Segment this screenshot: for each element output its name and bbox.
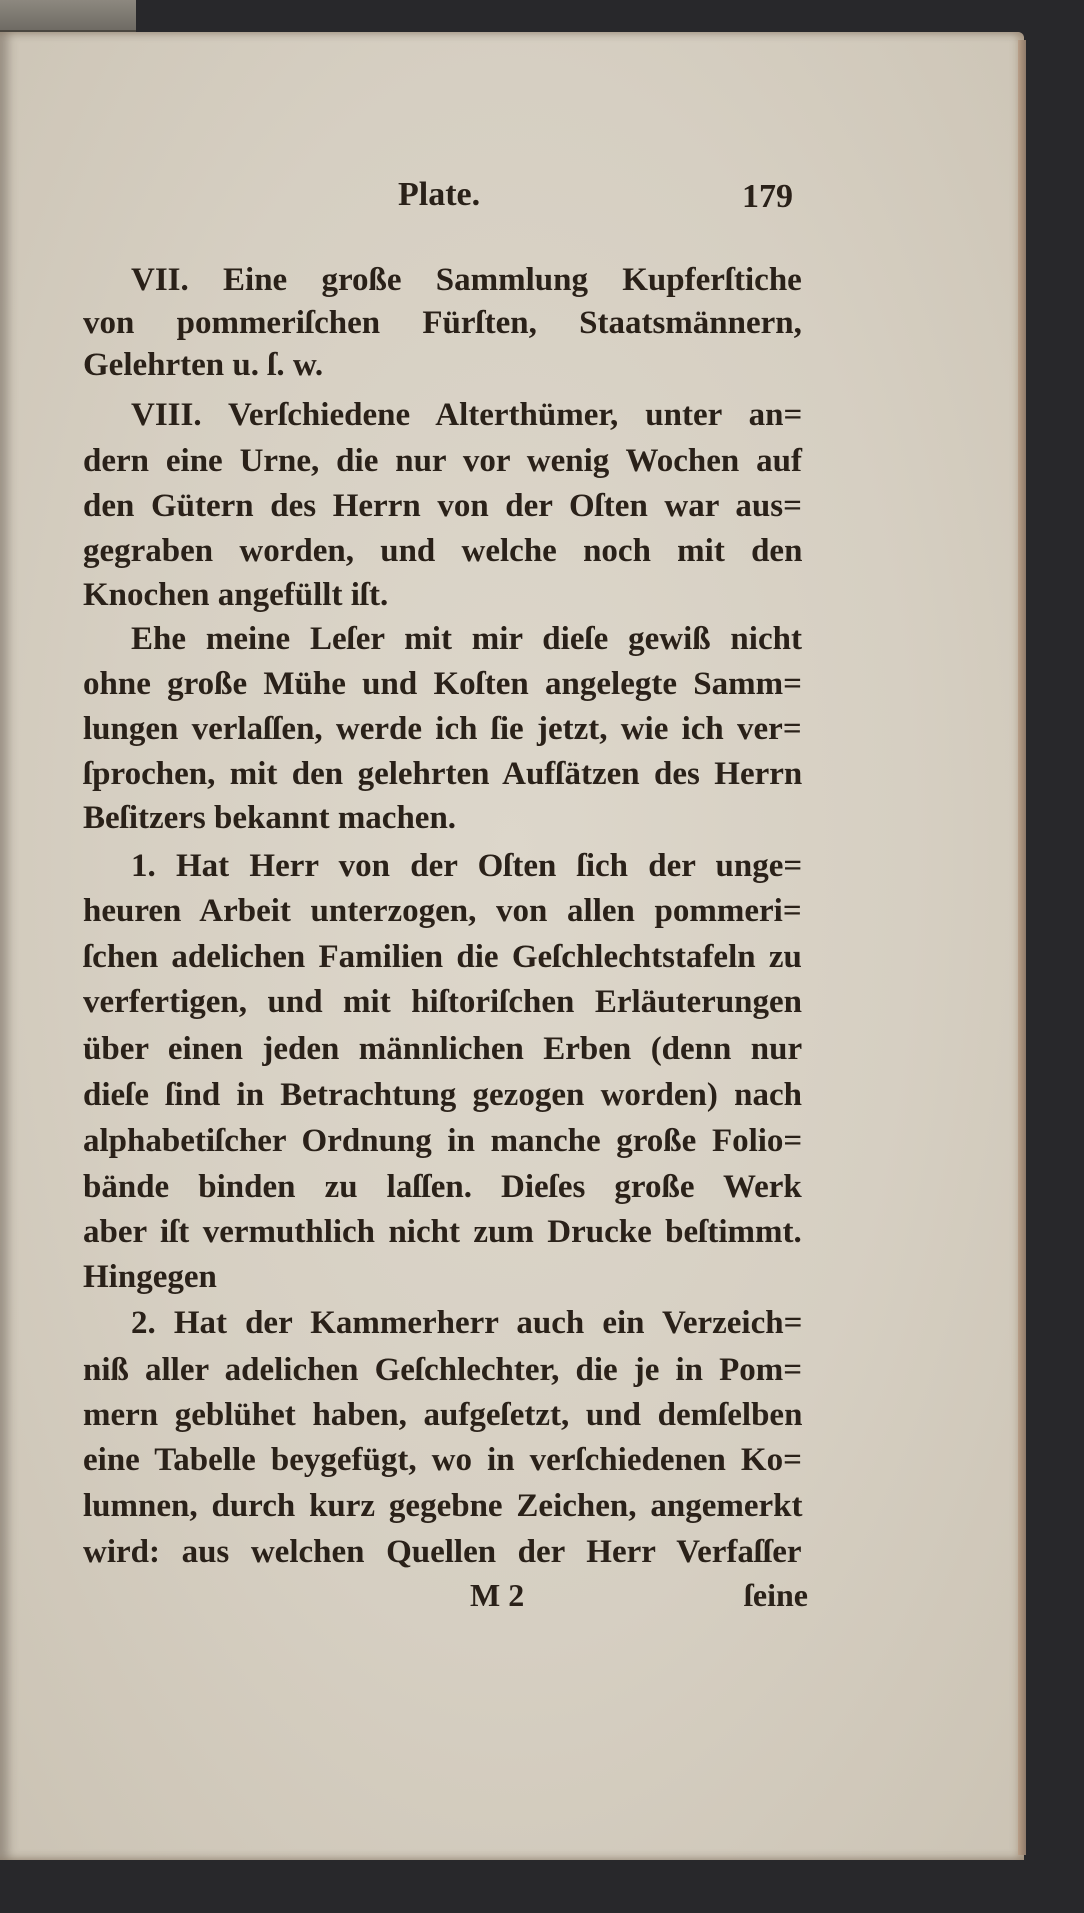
text-line-content: Knochen angefüllt iſt. bbox=[83, 577, 389, 613]
text-line-content: VII. Eine große Sammlung Kupferſtiche bbox=[131, 262, 802, 298]
text-line-content: dieſe ſind in Betrachtung gezogen worden) nach bbox=[83, 1077, 803, 1113]
text-line-content: lungen verlaſſen, werde ich ſie jetzt, wie ich ver= bbox=[83, 711, 802, 747]
text-line bbox=[131, 617, 802, 661]
text-line bbox=[83, 752, 802, 796]
text-line bbox=[83, 1438, 802, 1482]
text-line bbox=[83, 1255, 802, 1299]
text-line-content: Gelehrten u. ſ. w. bbox=[83, 347, 324, 383]
text-line bbox=[131, 258, 802, 302]
text-line bbox=[83, 1348, 802, 1392]
text-line bbox=[131, 393, 802, 437]
text-line bbox=[131, 1301, 802, 1345]
text-line bbox=[83, 439, 802, 483]
text-line-content: mern geblühet haben, aufgeſetzt, und demſelben bbox=[83, 1397, 803, 1433]
text-line-content: lumnen, durch kurz gegebne Zeichen, angemerkt bbox=[83, 1488, 803, 1524]
page-edge bbox=[1018, 40, 1026, 1855]
text-line bbox=[83, 1027, 802, 1071]
text-line bbox=[83, 1210, 802, 1254]
text-line-content: verfertigen, und mit hiſtoriſchen Erläuterungen bbox=[83, 984, 803, 1020]
text-line bbox=[83, 1073, 802, 1117]
text-line-content: 2. Hat der Kammerherr auch ein Verzeich= bbox=[131, 1305, 803, 1341]
text-line bbox=[83, 343, 802, 387]
text-line bbox=[83, 529, 802, 573]
text-line-content: Ehe meine Leſer mit mir dieſe gewiß nicht bbox=[131, 621, 802, 657]
text-line-content: den Gütern des Herrn von der Oſten war aus= bbox=[83, 488, 802, 524]
catchword: ſeine bbox=[744, 1577, 808, 1613]
text-line-content: Beſitzers bekannt machen. bbox=[83, 800, 457, 836]
text-line-content: eine Tabelle beygefügt, wo in verſchiedenen Ko= bbox=[83, 1442, 802, 1478]
text-line bbox=[83, 1484, 802, 1528]
text-line-content: Hingegen bbox=[83, 1259, 217, 1295]
text-line bbox=[83, 1119, 802, 1163]
book-cover-corner bbox=[0, 0, 136, 32]
text-line bbox=[83, 1393, 802, 1437]
text-line bbox=[83, 301, 802, 345]
text-line-content: wird: aus welchen Quellen der Herr Verfaſſer bbox=[83, 1534, 802, 1570]
text-line-content: alphabetiſcher Ordnung in manche große Folio= bbox=[83, 1123, 803, 1159]
text-line-content: ohne große Mühe und Koſten angelegte Samm= bbox=[83, 666, 802, 702]
text-line bbox=[83, 573, 802, 617]
text-line-content: 1. Hat Herr von der Oſten ſich der unge= bbox=[131, 848, 803, 884]
text-line bbox=[83, 484, 802, 528]
text-line-content: VIII. Verſchiedene Alterthümer, unter an= bbox=[131, 397, 803, 433]
text-line bbox=[131, 844, 802, 888]
text-line bbox=[83, 796, 802, 840]
text-line-content: ſchen adelichen Familien die Geſchlechtstafeln zu bbox=[83, 939, 802, 975]
text-line bbox=[83, 662, 802, 706]
text-line-content: gegraben worden, und welche noch mit den bbox=[83, 533, 803, 569]
text-line-content: von pommeriſchen Fürſten, Staatsmännern, bbox=[83, 305, 802, 341]
text-line-content: heuren Arbeit unterzogen, von allen pommeri= bbox=[83, 893, 802, 929]
text-line bbox=[83, 889, 802, 933]
text-line-content: aber iſt vermuthlich nicht zum Drucke beſtimmt. bbox=[83, 1214, 802, 1250]
text-line bbox=[83, 935, 802, 979]
text-line bbox=[83, 1530, 802, 1574]
text-line bbox=[83, 707, 802, 751]
page-number: 179 bbox=[742, 178, 793, 215]
text-line-content: bände binden zu laſſen. Dieſes große Werk bbox=[83, 1169, 802, 1205]
text-line-content: niß aller adelichen Geſchlechter, die je in Pom= bbox=[83, 1352, 803, 1388]
text-line-content: dern eine Urne, die nur vor wenig Wochen auf bbox=[83, 443, 802, 479]
running-title: Plate. bbox=[398, 176, 481, 213]
text-line bbox=[83, 1165, 802, 1209]
text-line-content: über einen jeden männlichen Erben (denn nur bbox=[83, 1031, 803, 1067]
text-line-content: ſprochen, mit den gelehrten Aufſätzen des Herrn bbox=[83, 756, 803, 792]
signature-mark: M 2 bbox=[470, 1577, 525, 1613]
text-line bbox=[83, 980, 802, 1024]
